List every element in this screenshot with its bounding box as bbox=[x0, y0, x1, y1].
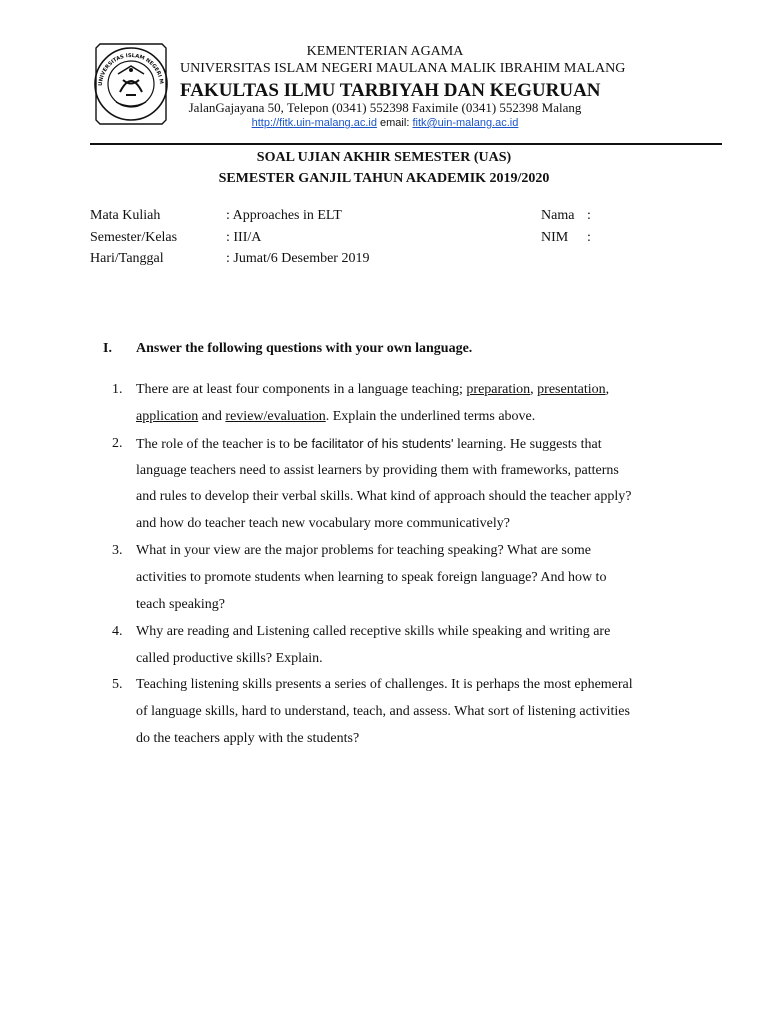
text-span: There are at least four components in a language teaching; bbox=[136, 382, 467, 397]
underlined-term: presentation bbox=[537, 382, 606, 397]
question-number: 2. bbox=[112, 436, 123, 451]
question-number: 4. bbox=[112, 624, 123, 639]
text-span: The role of the teacher is to bbox=[136, 437, 294, 452]
email-link[interactable]: fitk@uin-malang.ac.id bbox=[412, 117, 519, 129]
question-line: language teachers need to assist learners by providing them with frameworks, patterns bbox=[136, 463, 619, 478]
question-number: 5. bbox=[112, 677, 123, 692]
logo-ring-text: UNIVERSITAS ISLAM NEGERI M bbox=[97, 52, 165, 87]
question-number: 3. bbox=[112, 543, 123, 558]
question-line bbox=[136, 436, 602, 453]
exam-subtitle: SEMESTER GANJIL TAHUN AKADEMIK 2019/2020 bbox=[218, 171, 550, 186]
faculty-name: FAKULTAS ILMU TARBIYAH DAN KEGURUAN bbox=[180, 80, 601, 101]
header-divider bbox=[90, 143, 722, 145]
text-span: , bbox=[605, 382, 610, 397]
section-number: I. bbox=[103, 341, 112, 356]
question-line: What in your view are the major problems for teaching speaking? What are some bbox=[136, 543, 591, 558]
university-logo bbox=[90, 40, 172, 128]
date-value: : Jumat/6 Desember 2019 bbox=[226, 251, 370, 266]
email-label: email: bbox=[380, 117, 410, 129]
exam-title: SOAL UJIAN AKHIR SEMESTER (UAS) bbox=[256, 150, 512, 165]
text-span: , bbox=[530, 382, 538, 397]
question-line: Why are reading and Listening called receptive skills while speaking and writing are bbox=[136, 624, 611, 639]
underlined-term: review/evaluation bbox=[225, 409, 326, 424]
question-number: 1. bbox=[112, 382, 123, 397]
text-span: and bbox=[198, 409, 226, 424]
address-line: JalanGajayana 50, Telepon (0341) 552398 Faximile (0341) 552398 Malang bbox=[188, 100, 582, 115]
class-value: : III/A bbox=[226, 230, 262, 245]
nim-value: : bbox=[587, 230, 591, 245]
underlined-term: application bbox=[136, 409, 199, 424]
date-label: Hari/Tanggal bbox=[90, 251, 164, 266]
question-line: and rules to develop their verbal skills. What kind of approach should the teacher apply? bbox=[136, 489, 632, 504]
question-line: teach speaking? bbox=[136, 597, 226, 612]
question-line: activities to promote students when learning to speak foreign language? And how to bbox=[136, 570, 607, 585]
question-line: of language skills, hard to understand, teach, and assess. What sort of listening activities bbox=[136, 704, 630, 719]
course-label: Mata Kuliah bbox=[90, 208, 161, 223]
nim-label: NIM bbox=[541, 230, 569, 245]
question-line: do the teachers apply with the students? bbox=[136, 731, 360, 746]
section-title: Answer the following questions with your own language. bbox=[136, 341, 473, 356]
university-name: UNIVERSITAS ISLAM NEGERI MAULANA MALIK IBRAHIM MALANG bbox=[180, 61, 626, 76]
name-value: : bbox=[587, 208, 591, 223]
question-line bbox=[136, 409, 535, 425]
question-line: called productive skills? Explain. bbox=[136, 651, 323, 666]
question-line: and how do teacher teach new vocabulary more communicatively? bbox=[136, 516, 510, 531]
class-label: Semester/Kelas bbox=[90, 230, 178, 245]
underlined-term: preparation bbox=[466, 382, 531, 397]
question-line: Teaching listening skills presents a series of challenges. It is perhaps the most ephemeral bbox=[136, 677, 633, 692]
ministry-name: KEMENTERIAN AGAMA bbox=[306, 44, 464, 59]
website-link[interactable]: http://fitk.uin-malang.ac.id bbox=[251, 117, 377, 129]
contact-line bbox=[180, 117, 590, 129]
course-value: : Approaches in ELT bbox=[226, 208, 342, 223]
name-label: Nama bbox=[541, 208, 575, 223]
text-span: learning. He suggests that bbox=[453, 437, 602, 452]
text-span: be facilitator of his students' bbox=[293, 436, 454, 451]
question-line bbox=[136, 382, 609, 398]
text-span: . Explain the underlined terms above. bbox=[325, 409, 536, 424]
